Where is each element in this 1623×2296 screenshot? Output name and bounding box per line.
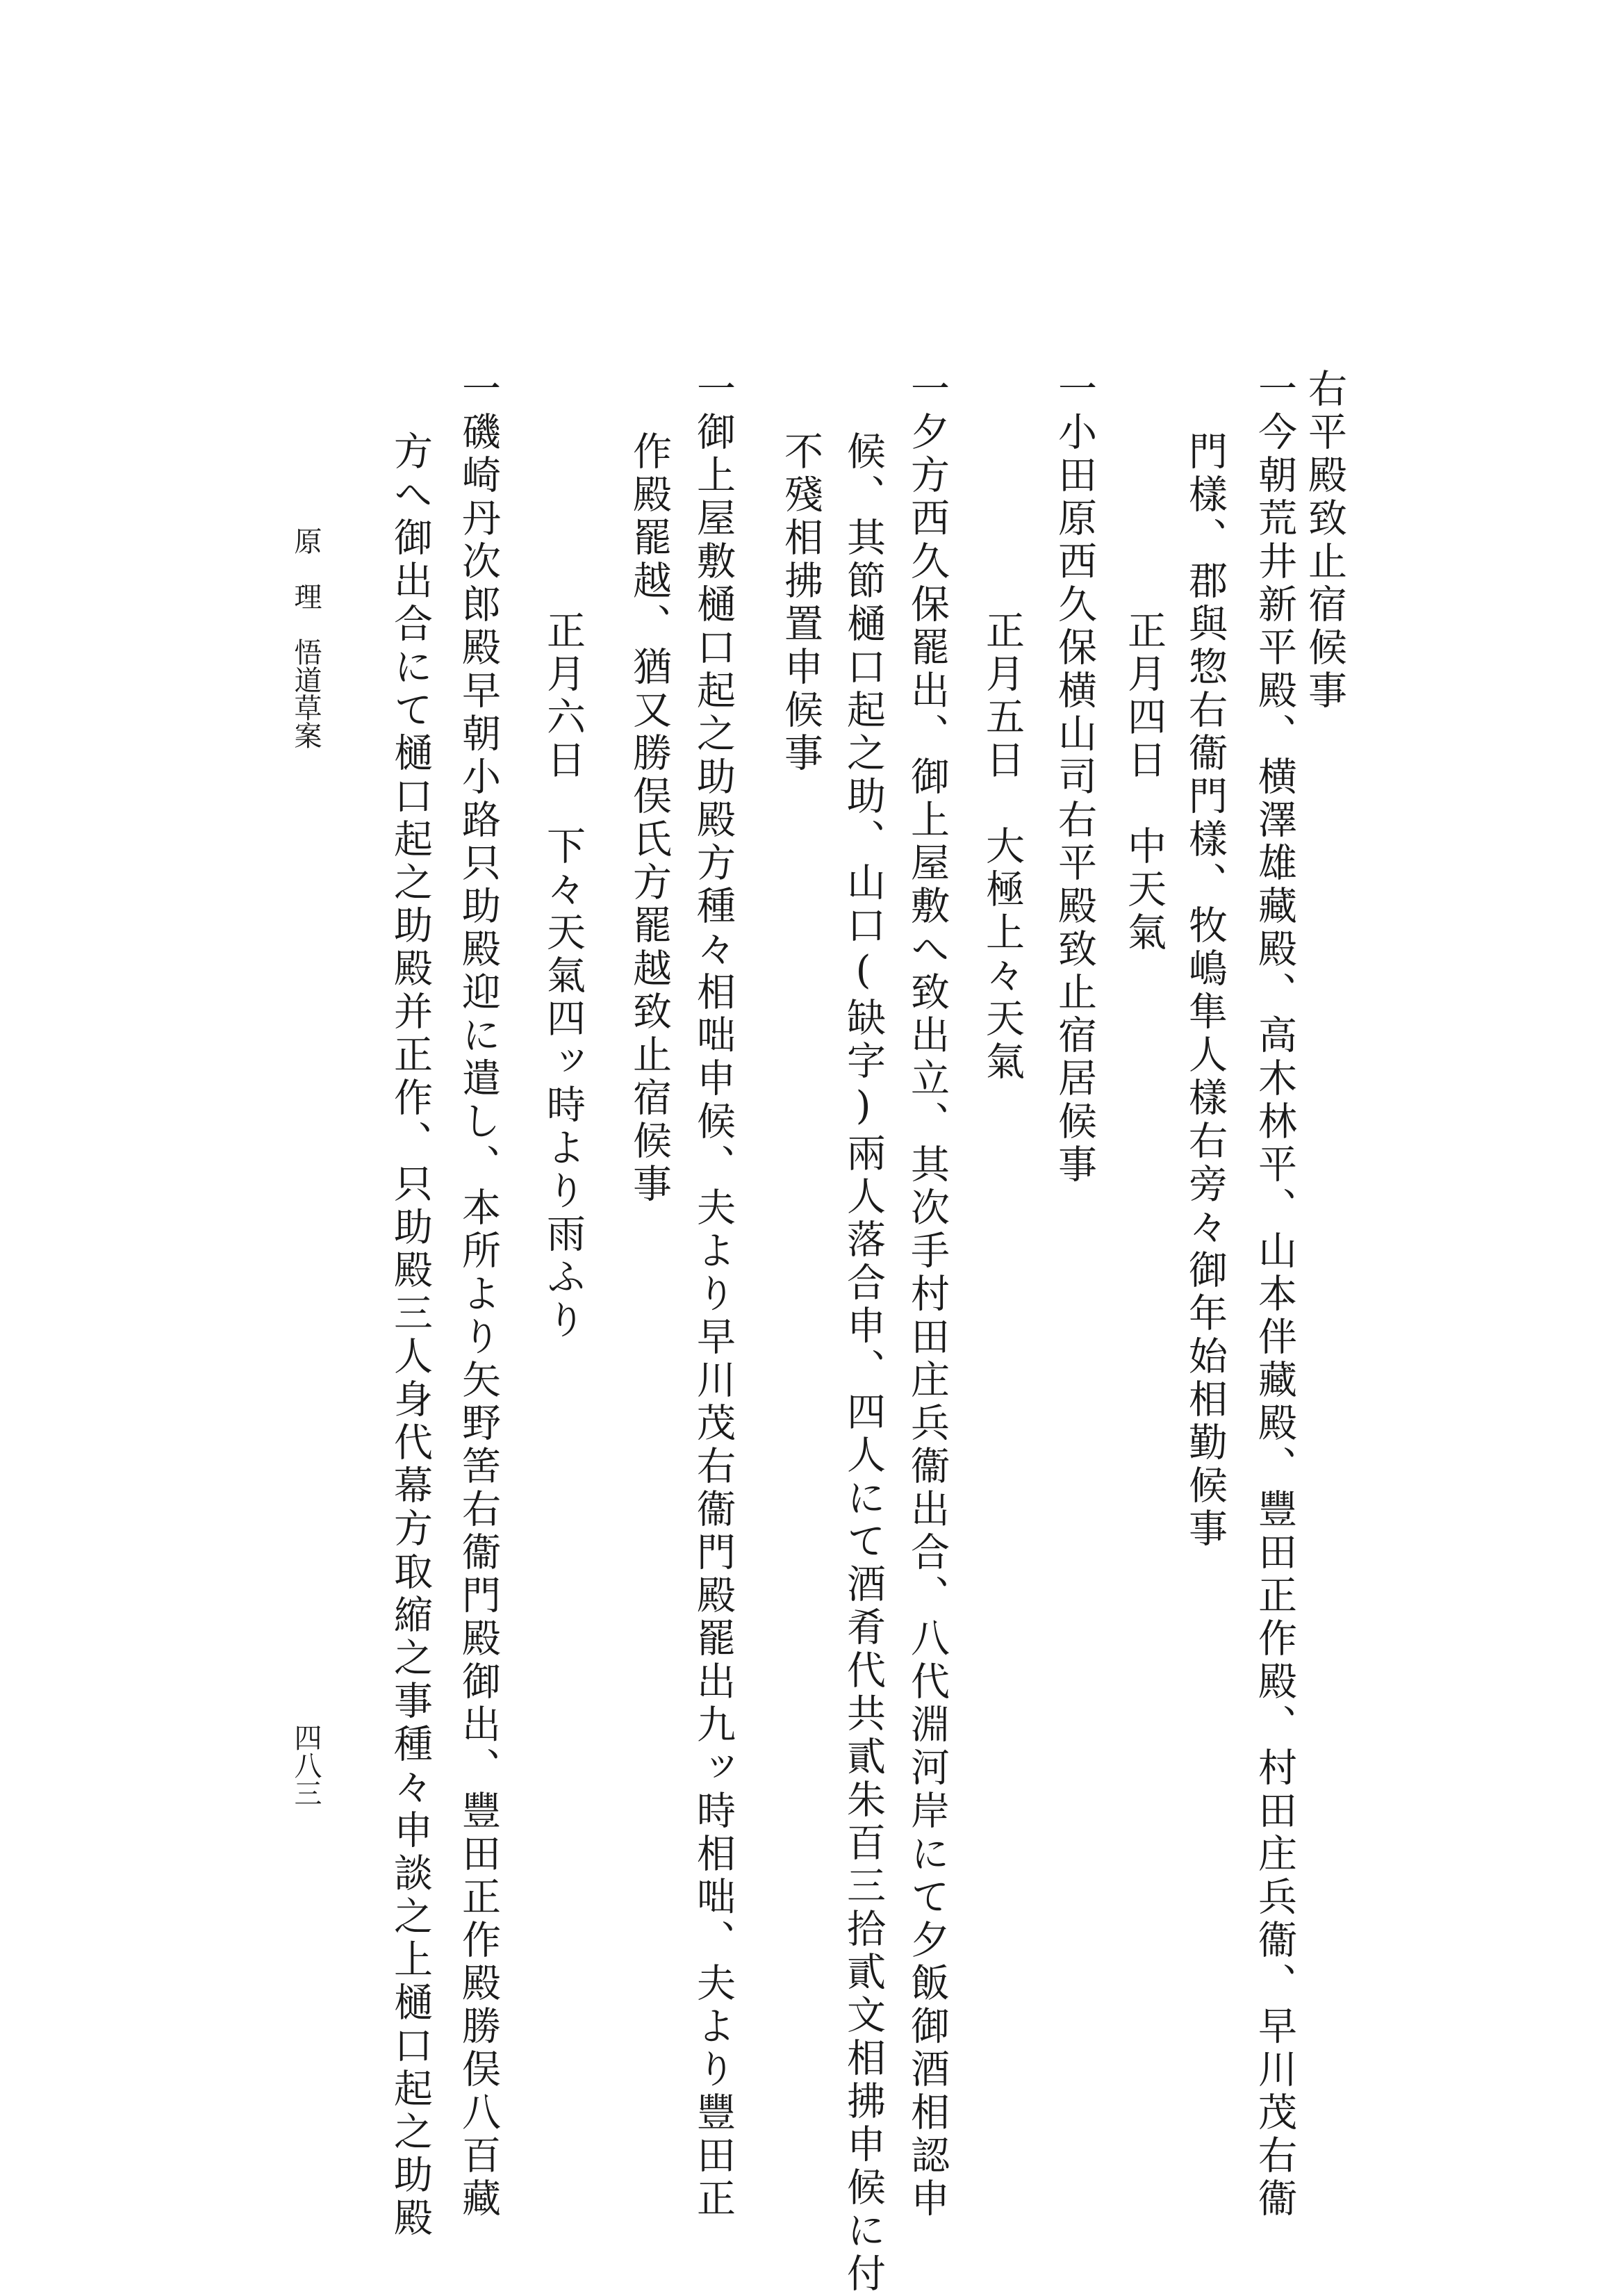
book-title-footer: 原 理 悟道草案 [290,527,322,749]
text-line-13: 一磯崎丹次郎殿早朝小路只助殿迎に遣し、本所より矢野筈右衞門殿御出、豐田正作殿勝俣八百藏 [456,368,501,2221]
date-heading-jan-4: 正月四日 中天氣 [1121,610,1167,955]
page-number: 四八三 [290,1723,322,1807]
text-line-5: 一小田原西久保横山司右平殿致止宿居候事 [1052,368,1097,1187]
text-line-8: 候、其節樋口起之助、山口(缺字)兩人落合申、四人にて酒肴代共貳朱百三拾貳文相拂申候に付 [841,431,886,2296]
date-heading-jan-5: 正月五日 大極上々天氣 [980,610,1025,1084]
text-line-1: 右平殿致止宿候事 [1302,368,1347,713]
text-line-9: 不殘相拂置申候事 [778,431,823,776]
text-line-11: 作殿罷越、猶又勝俣氏方罷越致止宿候事 [627,431,672,1206]
text-line-2: 一今朝荒井新平殿、横澤雄藏殿、高木林平、山本伴藏殿、豐田正作殿、村田庄兵衞、早川茂右衞 [1252,368,1297,2221]
text-line-7: 一夕方西久保罷出、御上屋敷へ致出立、其次手村田庄兵衞出合、八代淵河岸にて夕飯御酒相認申 [905,368,950,2221]
text-line-10: 一御上屋敷樋口起之助殿方種々相咄申候、夫より早川茂右衞門殿罷出九ッ時相咄、夫より豐田正 [691,368,736,2221]
text-line-14: 方へ御出合にて樋口起之助殿并正作、只助殿三人身代幕方取縮之事種々申談之上樋口起之助殿 [388,431,433,2240]
date-heading-jan-6: 正月六日 下々天氣四ッ時より雨ふり [541,610,586,1343]
text-line-3: 門樣、郡與惣右衞門樣、牧嶋隼人樣右旁々御年始相勤候事 [1183,431,1228,1551]
